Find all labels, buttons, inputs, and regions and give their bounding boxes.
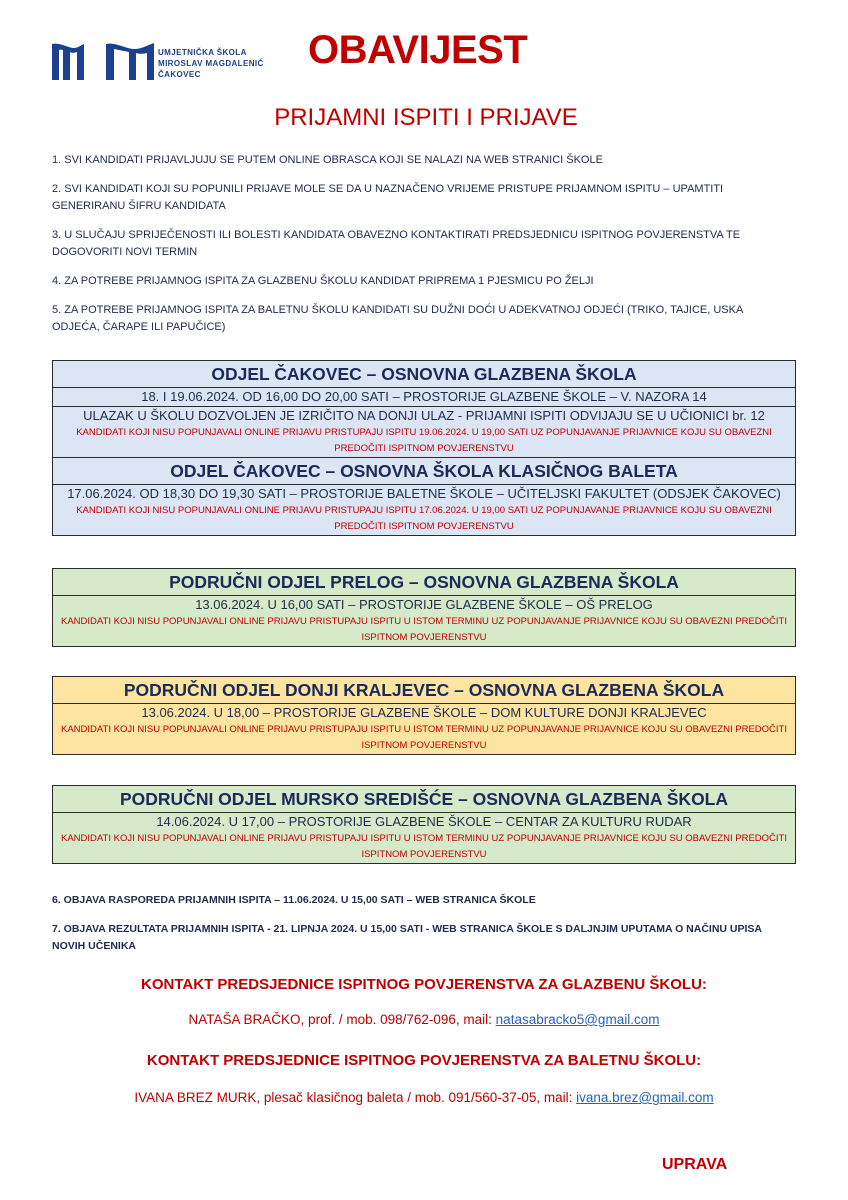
department-schedule: 18. I 19.06.2024. OD 16,00 DO 20,00 SATI – PROSTORIJE GLAZBENE ŠKOLE – V. NAZORA 14 <box>53 387 795 406</box>
school-name-line: MIROSLAV MAGDALENIĆ <box>158 59 264 68</box>
department-heading: PODRUČNI ODJEL MURSKO SREDIŠĆE – OSNOVNA GLAZBENA ŠKOLA <box>119 789 729 809</box>
department-warning: KANDIDATI KOJI NISU POPUNJAVALI ONLINE PRIJAVU PRISTUPAJU ISPITU U ISTOM TERMINU UZ POPUNJAVANJE PRIJAVNICE KOJU SU OBAVEZNI PREDOČITI ISPITNOM POVJERENSTVU <box>61 833 787 860</box>
department-heading: PODRUČNI ODJEL PRELOG – OSNOVNA GLAZBENA ŠKOLA <box>169 572 679 592</box>
signature: UPRAVA <box>662 1156 728 1173</box>
music-contact-email-link[interactable]: natasabracko5@gmail.com <box>495 1012 660 1027</box>
department-warning: KANDIDATI KOJI NISU POPUNJAVALI ONLINE PRIJAVU PRISTUPAJU ISPITU 19.06.2024. U 19,00 SATI UZ POPUNJAVANJE PRIJAVNICE KOJU SU OBAVEZNI PREDOČITI ISPITNOM POVJERENSTVU <box>76 427 772 454</box>
department-schedule: 14.06.2024. U 17,00 – PROSTORIJE GLAZBENE ŠKOLE – CENTAR ZA KULTURU RUDAR <box>156 814 692 829</box>
department-box-prelog <box>52 568 796 647</box>
department-heading: ODJEL ČAKOVEC – OSNOVNA ŠKOLA KLASIČNOG BALETA <box>53 457 795 484</box>
notice-title: OBAVIJEST <box>308 28 528 72</box>
music-contact-text: NATAŠA BRAČKO, prof. / mob. 098/762-096, mail: <box>188 1012 496 1027</box>
announcement-item: 7. OBJAVA REZULTATA PRIJAMNIH ISPITA - 21. LIPNJA 2024. U 15,00 SATI - WEB STRANICA ŠKOLE S DALJNJIM UPUTAMA O NAČINU UPISA NOVIH UČENIKA <box>52 923 762 952</box>
ballet-contact-text: IVANA BREZ MURK, plesač klasičnog baleta / mob. 091/560-37-05, mail: <box>134 1090 577 1105</box>
department-box-donji-kraljevec <box>52 676 796 755</box>
school-name-line: ČAKOVEC <box>158 70 201 79</box>
school-name <box>158 47 264 80</box>
department-warning: KANDIDATI KOJI NISU POPUNJAVALI ONLINE PRIJAVU PRISTUPAJU ISPITU 17.06.2024. U 19,00 SATI UZ POPUNJAVANJE PRIJAVNICE KOJU SU OBAVEZNI PREDOČITI ISPITNOM POVJERENSTVU <box>76 505 772 532</box>
notice-subtitle <box>0 104 848 132</box>
department-heading: PODRUČNI ODJEL DONJI KRALJEVEC – OSNOVNA GLAZBENA ŠKOLA <box>123 680 725 700</box>
instruction-list <box>52 152 792 336</box>
department-details <box>53 484 795 535</box>
music-contact-line <box>0 1012 848 1027</box>
department-heading: ODJEL ČAKOVEC – OSNOVNA GLAZBENA ŠKOLA <box>211 364 637 384</box>
instruction-item: 4. ZA POTREBE PRIJAMNOG ISPITA ZA GLAZBENU ŠKOLU KANDIDAT PRIPREMA 1 PJESMICU PO ŽELJI <box>52 275 594 287</box>
music-contact-heading: KONTAKT PREDSJEDNICE ISPITNOG POVJERENSTVA ZA GLAZBENU ŠKOLU: <box>141 976 707 993</box>
instruction-item: 5. ZA POTREBE PRIJAMNOG ISPITA ZA BALETNU ŠKOLU KANDIDATI SU DUŽNI DOĆI U ADEKVATNOJ ODJEĆI (TRIKO, TAJICE, USKA ODJEĆA, ČARAPE ILI PAPUČICE) <box>52 304 743 333</box>
school-logo-icon <box>50 40 160 82</box>
department-warning: KANDIDATI KOJI NISU POPUNJAVALI ONLINE PRIJAVU PRISTUPAJU ISPITU U ISTOM TERMINU UZ POPUNJAVANJE PRIJAVNICE KOJU SU OBAVEZNI PREDOČITI ISPITNOM POVJERENSTVU <box>61 724 787 751</box>
instruction-item: 3. U SLUČAJU SPRIJEČENOSTI ILI BOLESTI KANDIDATA OBAVEZNO KONTAKTIRATI PREDSJEDNICU ISPITNOG POVJERENSTVA TE DOGOVORITI NOVI TERMIN <box>52 229 741 258</box>
school-name-line: UMJETNIČKA ŠKOLA <box>158 48 247 57</box>
department-warning: KANDIDATI KOJI NISU POPUNJAVALI ONLINE PRIJAVU PRISTUPAJU ISPITU U ISTOM TERMINU UZ POPUNJAVANJE PRIJAVNICE KOJU SU OBAVEZNI PREDOČITI ISPITNOM POVJERENSTVU <box>61 616 787 643</box>
department-schedule: 17.06.2024. OD 18,30 DO 19,30 SATI – PROSTORIJE BALETNE ŠKOLE – UČITELJSKI FAKULTET (ODSJEK ČAKOVEC) <box>67 486 781 501</box>
notice-subtitle-text: PRIJAMNI ISPITI I PRIJAVE <box>274 104 578 131</box>
department-box-cakovec <box>52 360 796 536</box>
announcement-list <box>52 892 792 955</box>
instruction-item: 2. SVI KANDIDATI KOJI SU POPUNILI PRIJAVE MOLE SE DA U NAZNAČENO VRIJEME PRISTUPE PRIJAMNOM ISPITU – UPAMTITI GENERIRANU ŠIFRU KANDIDATA <box>52 183 724 212</box>
ballet-contact-email-link[interactable]: ivana.brez@gmail.com <box>576 1090 714 1105</box>
department-schedule: 13.06.2024. U 18,00 – PROSTORIJE GLAZBENE ŠKOLE – DOM KULTURE DONJI KRALJEVEC <box>141 705 707 720</box>
department-schedule: 13.06.2024. U 16,00 SATI – PROSTORIJE GLAZBENE ŠKOLE – OŠ PRELOG <box>195 597 653 612</box>
ballet-contact-line <box>0 1090 848 1105</box>
ballet-contact-heading: KONTAKT PREDSJEDNICE ISPITNOG POVJERENSTVA ZA BALETNU ŠKOLU: <box>146 1052 702 1069</box>
department-details <box>53 595 795 646</box>
department-box-mursko-sredisce <box>52 785 796 864</box>
department-details <box>53 703 795 754</box>
instruction-item: 1. SVI KANDIDATI PRIJAVLJUJU SE PUTEM ONLINE OBRASCA KOJI SE NALAZI NA WEB STRANICI ŠKOLE <box>52 154 603 166</box>
department-details <box>53 812 795 863</box>
department-details <box>53 406 795 457</box>
department-note: ULAZAK U ŠKOLU DOZVOLJEN JE IZRIČITO NA DONJI ULAZ - PRIJAMNI ISPITI ODVIJAJU SE U UČIONICI br. 12 <box>83 408 765 423</box>
announcement-item: 6. OBJAVA RASPOREDA PRIJAMNIH ISPITA – 11.06.2024. U 15,00 SATI – WEB STRANICA ŠKOLE <box>52 894 536 906</box>
